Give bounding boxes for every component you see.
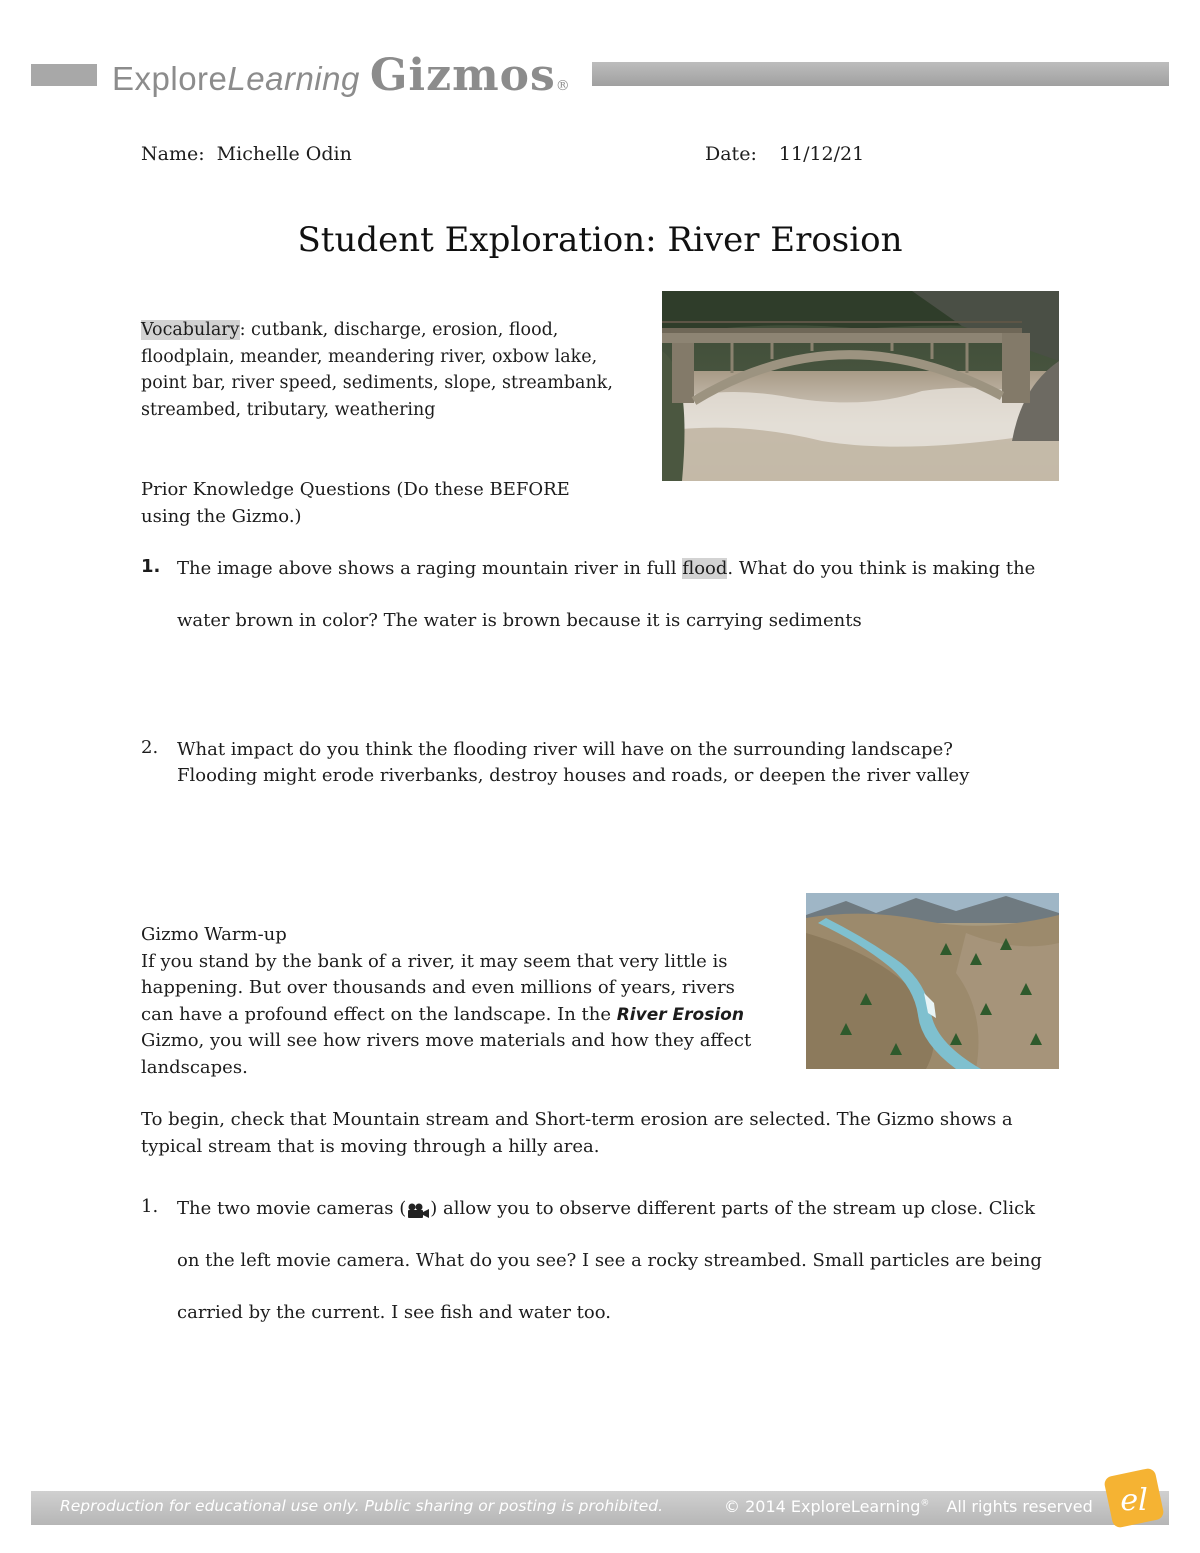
warmup-question-1-number: 1.	[141, 1196, 159, 1217]
name-line	[141, 143, 352, 165]
warmup-q1-after: ) allow you to observe different parts of the stream up close. Click	[430, 1198, 1036, 1219]
flood-river-photo	[662, 291, 1059, 481]
page-title: Student Exploration: River Erosion	[297, 220, 903, 260]
warm-up-intro	[141, 949, 756, 1082]
vocabulary-terms: : cutbank, discharge, erosion, flood, floodplain, meander, meandering river, oxbow lake, point bar, river speed, sediments, slope, streambank, streambed, tributary, weathering	[141, 320, 613, 420]
question-1-line2: water brown in color? The water is brown because it is carrying sediments	[177, 610, 862, 631]
warm-up-block	[141, 922, 761, 1081]
gizmo-name: River Erosion	[616, 1004, 744, 1025]
question-2-answer: Flooding might erode riverbanks, destroy houses and roads, or deepen the river valley	[177, 765, 970, 786]
footer-reg: ®	[920, 1498, 930, 1509]
movie-camera-icon	[406, 1201, 430, 1217]
question-1-text-before: The image above shows a raging mountain river in full	[177, 558, 683, 579]
gizmo-landscape-image	[806, 893, 1059, 1069]
footer-copyright-text: © 2014 ExploreLearning	[724, 1497, 921, 1516]
prior-knowledge-heading: Prior Knowledge Questions (Do these BEFORE using the Gizmo.)	[141, 479, 570, 527]
question-2-text: What impact do you think the flooding river will have on the surrounding landscape?	[177, 739, 953, 760]
name-value: Michelle Odin	[216, 143, 352, 165]
question-1-line1	[177, 556, 1057, 582]
header-bar-right	[592, 62, 1169, 86]
brand-registered: ®	[555, 78, 570, 94]
brand-learning: Learning	[227, 60, 360, 97]
warm-up-text-after: Gizmo, you will see how rivers move materials and how they affect landscapes.	[141, 1030, 752, 1078]
vocabulary-block	[141, 317, 641, 423]
date-line	[705, 143, 864, 165]
explorelearning-logo	[1098, 1462, 1170, 1534]
header-bar-left	[31, 64, 97, 86]
warmup-q1-before: The two movie cameras (	[177, 1198, 407, 1219]
question-2-number: 2.	[141, 737, 159, 758]
question-1-number: 1.	[141, 556, 161, 577]
vocabulary-label: Vocabulary	[141, 320, 240, 340]
warmup-question-1-line2: on the left movie camera. What do you see? I see a rocky streambed. Small particles are being	[177, 1250, 1042, 1271]
warm-up-heading: Gizmo Warm-up	[141, 924, 287, 945]
footer-notice: Reproduction for educational use only. Public sharing or posting is prohibited.	[60, 1497, 664, 1515]
date-label: Date:	[705, 143, 757, 165]
warm-up-text-before: If you stand by the bank of a river, it may seem that very little is happening. But over thousands and even millions of years, rivers can have a profound effect on the landscape. In the	[141, 950, 735, 1025]
date-value: 11/12/21	[778, 143, 865, 165]
name-label: Name:	[141, 143, 205, 165]
logo-text: el	[1120, 1483, 1148, 1518]
footer-rights: All rights reserved	[946, 1497, 1093, 1516]
begin-instructions: To begin, check that Mountain stream and Short-term erosion are selected. The Gizmo shows a typical stream that is moving through a hilly area.	[141, 1109, 1013, 1157]
brand-logo	[112, 50, 570, 100]
brand-explore: Explore	[112, 60, 228, 97]
brand-gizmos: Gizmos	[369, 50, 556, 101]
warmup-question-1-line3: carried by the current. I see fish and water too.	[177, 1302, 611, 1323]
question-1-highlight: flood	[682, 558, 728, 579]
footer-copyright	[724, 1497, 1093, 1516]
warmup-question-1-line1	[177, 1196, 1077, 1222]
question-1-text-after: . What do you think is making the	[727, 558, 1036, 579]
